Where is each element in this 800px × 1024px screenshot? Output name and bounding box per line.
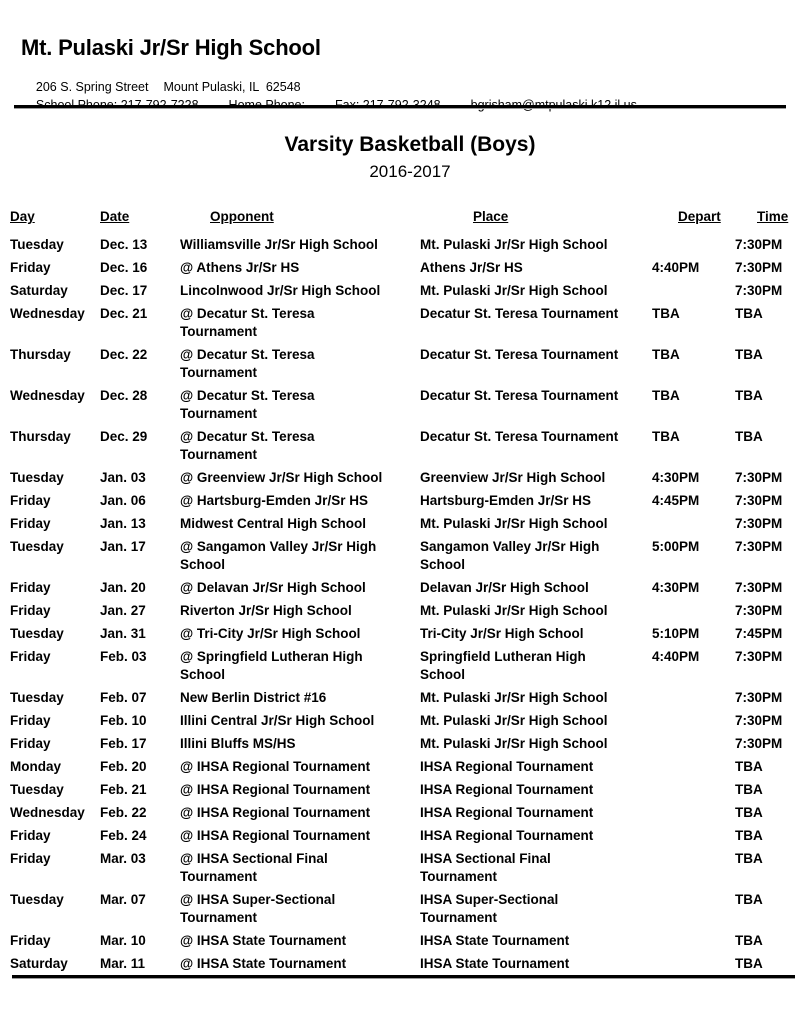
time-cell: 7:45PM — [735, 626, 783, 641]
day-cell: Wednesday — [10, 805, 85, 820]
day-cell: Wednesday — [10, 306, 85, 321]
day-cell: Thursday — [10, 429, 71, 444]
time-cell: 7:30PM — [735, 283, 783, 298]
table-row — [10, 648, 796, 684]
table-row — [10, 387, 796, 423]
time-cell: TBA — [735, 851, 763, 866]
opponent-cell: Lincolnwood Jr/Sr High School — [180, 283, 381, 298]
date-cell: Feb. 20 — [100, 759, 147, 774]
time-cell: 7:30PM — [735, 736, 783, 751]
time-cell: 7:30PM — [735, 539, 783, 554]
opponent-cell: @ IHSA Regional Tournament — [180, 782, 371, 797]
day-cell: Friday — [10, 516, 51, 531]
date-cell: Jan. 03 — [100, 470, 146, 485]
opponent-cell: @ IHSA Regional Tournament — [180, 805, 371, 820]
place-cell: IHSA Super-Sectional Tournament — [420, 892, 559, 925]
depart-cell: 4:40PM — [652, 649, 700, 664]
place-cell: Delavan Jr/Sr High School — [420, 580, 589, 595]
date-cell: Dec. 28 — [100, 388, 148, 403]
opponent-cell: New Berlin District #16 — [180, 690, 327, 705]
time-cell: TBA — [735, 805, 763, 820]
day-cell: Saturday — [10, 956, 68, 971]
date-cell: Mar. 11 — [100, 956, 146, 971]
day-cell: Tuesday — [10, 690, 64, 705]
table-header-row — [10, 208, 796, 226]
time-cell: TBA — [735, 388, 763, 403]
place-cell: IHSA Regional Tournament — [420, 759, 594, 774]
place-cell: Decatur St. Teresa Tournament — [420, 429, 619, 444]
date-cell: Dec. 22 — [100, 347, 148, 362]
date-cell: Dec. 29 — [100, 429, 148, 444]
table-row — [10, 259, 796, 277]
depart-cell — [652, 955, 735, 973]
opponent-cell: Williamsville Jr/Sr High School — [180, 237, 378, 252]
day-cell: Tuesday — [10, 539, 64, 554]
depart-cell — [652, 804, 735, 822]
table-row — [10, 712, 796, 730]
depart-cell: 4:40PM — [652, 260, 700, 275]
table-row — [10, 492, 796, 510]
opponent-cell: @ Greenview Jr/Sr High School — [180, 470, 383, 485]
date-cell: Mar. 10 — [100, 933, 146, 948]
date-cell: Jan. 27 — [100, 603, 146, 618]
date-cell: Mar. 07 — [100, 892, 146, 907]
place-cell: Decatur St. Teresa Tournament — [420, 306, 619, 321]
table-row — [10, 758, 796, 776]
depart-cell — [652, 781, 735, 799]
time-cell: 7:30PM — [735, 649, 783, 664]
depart-cell — [652, 712, 735, 730]
day-cell: Tuesday — [10, 470, 64, 485]
opponent-cell: @ Hartsburg-Emden Jr/Sr HS — [180, 493, 368, 508]
date-cell: Jan. 20 — [100, 580, 146, 595]
table-row — [10, 602, 796, 620]
header-divider-rule — [14, 105, 786, 108]
column-header-place: Place — [473, 209, 509, 224]
table-row — [10, 625, 796, 643]
place-cell: IHSA Regional Tournament — [420, 805, 594, 820]
depart-cell — [652, 515, 735, 533]
opponent-cell: @ IHSA Regional Tournament — [180, 759, 371, 774]
depart-cell — [652, 850, 735, 886]
time-cell: 7:30PM — [735, 260, 783, 275]
day-cell: Tuesday — [10, 626, 64, 641]
footer-divider-rule — [12, 975, 795, 978]
table-row — [10, 781, 796, 799]
depart-cell — [652, 758, 735, 776]
table-row — [10, 282, 796, 300]
date-cell: Feb. 21 — [100, 782, 147, 797]
depart-cell: 5:10PM — [652, 626, 700, 641]
day-cell: Friday — [10, 713, 51, 728]
time-cell: TBA — [735, 782, 763, 797]
time-cell: 7:30PM — [735, 580, 783, 595]
depart-cell: 4:30PM — [652, 580, 700, 595]
time-cell: TBA — [735, 306, 763, 321]
depart-cell — [652, 689, 735, 707]
day-cell: Thursday — [10, 347, 71, 362]
day-cell: Saturday — [10, 283, 68, 298]
column-header-time: Time — [757, 209, 789, 224]
depart-cell — [652, 602, 735, 620]
place-cell: Mt. Pulaski Jr/Sr High School — [420, 690, 608, 705]
table-row — [10, 932, 796, 950]
date-cell: Feb. 10 — [100, 713, 147, 728]
date-cell: Feb. 07 — [100, 690, 147, 705]
date-cell: Jan. 17 — [100, 539, 146, 554]
depart-cell — [652, 827, 735, 845]
table-row — [10, 735, 796, 753]
day-cell: Tuesday — [10, 237, 64, 252]
opponent-cell: @ IHSA State Tournament — [180, 956, 347, 971]
place-cell: Mt. Pulaski Jr/Sr High School — [420, 736, 608, 751]
table-row — [10, 804, 796, 822]
place-cell: IHSA Regional Tournament — [420, 782, 594, 797]
opponent-cell: @ Springfield Lutheran High School — [180, 649, 363, 682]
day-cell: Tuesday — [10, 892, 64, 907]
place-cell: IHSA State Tournament — [420, 956, 570, 971]
time-cell: TBA — [735, 347, 763, 362]
depart-cell: 4:30PM — [652, 470, 700, 485]
date-cell: Mar. 03 — [100, 851, 146, 866]
date-cell: Dec. 13 — [100, 237, 148, 252]
day-cell: Friday — [10, 933, 51, 948]
depart-cell: 4:45PM — [652, 493, 700, 508]
time-cell: 7:30PM — [735, 470, 783, 485]
day-cell: Friday — [10, 649, 51, 664]
address-city: Mount Pulaski, IL 62548 — [163, 80, 301, 94]
table-row — [10, 689, 796, 707]
opponent-cell: Midwest Central High School — [180, 516, 367, 531]
column-header-depart: Depart — [678, 209, 721, 224]
date-cell: Jan. 31 — [100, 626, 146, 641]
place-cell: Athens Jr/Sr HS — [420, 260, 523, 275]
day-cell: Friday — [10, 580, 51, 595]
place-cell: Tri-City Jr/Sr High School — [420, 626, 584, 641]
date-cell: Dec. 21 — [100, 306, 148, 321]
school-name: Mt. Pulaski Jr/Sr High School — [21, 35, 321, 60]
table-row — [10, 827, 796, 845]
date-cell: Feb. 03 — [100, 649, 147, 664]
opponent-cell: @ Decatur St. Teresa Tournament — [180, 306, 315, 339]
time-cell: 7:30PM — [735, 690, 783, 705]
day-cell: Tuesday — [10, 782, 64, 797]
date-cell: Jan. 06 — [100, 493, 146, 508]
column-header-date: Date — [100, 209, 130, 224]
day-cell: Friday — [10, 603, 51, 618]
time-cell: TBA — [735, 892, 763, 907]
time-cell: TBA — [735, 828, 763, 843]
time-cell: TBA — [735, 933, 763, 948]
day-cell: Friday — [10, 493, 51, 508]
date-cell: Feb. 17 — [100, 736, 147, 751]
depart-cell — [652, 932, 735, 950]
opponent-cell: Illini Central Jr/Sr High School — [180, 713, 375, 728]
day-cell: Friday — [10, 736, 51, 751]
place-cell: Decatur St. Teresa Tournament — [420, 347, 619, 362]
opponent-cell: @ IHSA Regional Tournament — [180, 828, 371, 843]
page-title: Varsity Basketball (Boys) — [284, 133, 536, 156]
column-header-day: Day — [10, 209, 35, 224]
depart-cell: TBA — [652, 388, 680, 403]
column-header-opponent: Opponent — [210, 209, 274, 224]
depart-cell — [652, 891, 735, 927]
day-cell: Friday — [10, 851, 51, 866]
opponent-cell: @ Sangamon Valley Jr/Sr High School — [180, 539, 377, 572]
opponent-cell: Riverton Jr/Sr High School — [180, 603, 352, 618]
date-cell: Dec. 16 — [100, 260, 148, 275]
table-row — [10, 850, 796, 886]
opponent-cell: @ Delavan Jr/Sr High School — [180, 580, 366, 595]
season-subtitle: 2016-2017 — [369, 162, 451, 181]
time-cell: TBA — [735, 956, 763, 971]
time-cell: 7:30PM — [735, 516, 783, 531]
depart-cell: TBA — [652, 429, 680, 444]
place-cell: Mt. Pulaski Jr/Sr High School — [420, 283, 608, 298]
place-cell: IHSA Sectional Final Tournament — [420, 851, 551, 884]
time-cell: 7:30PM — [735, 493, 783, 508]
opponent-cell: @ IHSA State Tournament — [180, 933, 347, 948]
place-cell: Sangamon Valley Jr/Sr High School — [420, 539, 600, 572]
place-cell: Mt. Pulaski Jr/Sr High School — [420, 713, 608, 728]
time-cell: TBA — [735, 429, 763, 444]
table-row — [10, 579, 796, 597]
place-cell: IHSA State Tournament — [420, 933, 570, 948]
opponent-cell: Illini Bluffs MS/HS — [180, 736, 296, 751]
opponent-cell: @ Tri-City Jr/Sr High School — [180, 626, 361, 641]
depart-cell: 5:00PM — [652, 539, 700, 554]
date-cell: Feb. 22 — [100, 805, 147, 820]
day-cell: Friday — [10, 828, 51, 843]
place-cell: Hartsburg-Emden Jr/Sr HS — [420, 493, 592, 508]
address-street: 206 S. Spring Street — [35, 80, 149, 94]
table-row — [10, 891, 796, 927]
opponent-cell: @ IHSA Sectional Final Tournament — [180, 851, 328, 884]
depart-cell: TBA — [652, 306, 680, 321]
time-cell: TBA — [735, 759, 763, 774]
depart-cell: TBA — [652, 347, 680, 362]
place-cell: Springfield Lutheran High School — [420, 649, 586, 682]
table-row — [10, 305, 796, 341]
place-cell: Greenview Jr/Sr High School — [420, 470, 606, 485]
date-cell: Dec. 17 — [100, 283, 148, 298]
place-cell: Mt. Pulaski Jr/Sr High School — [420, 603, 608, 618]
table-row — [10, 346, 796, 382]
opponent-cell: @ Athens Jr/Sr HS — [180, 260, 300, 275]
title-block — [20, 132, 800, 182]
day-cell: Wednesday — [10, 388, 85, 403]
depart-cell — [652, 282, 735, 300]
day-cell: Monday — [10, 759, 62, 774]
opponent-cell: @ IHSA Super-Sectional Tournament — [180, 892, 336, 925]
opponent-cell: @ Decatur St. Teresa Tournament — [180, 388, 315, 421]
date-cell: Feb. 24 — [100, 828, 147, 843]
place-cell: Decatur St. Teresa Tournament — [420, 388, 619, 403]
time-cell: 7:30PM — [735, 237, 783, 252]
opponent-cell: @ Decatur St. Teresa Tournament — [180, 347, 315, 380]
depart-cell — [652, 236, 735, 254]
table-row — [10, 428, 796, 464]
place-cell: Mt. Pulaski Jr/Sr High School — [420, 237, 608, 252]
table-row — [10, 538, 796, 574]
time-cell: 7:30PM — [735, 713, 783, 728]
opponent-cell: @ Decatur St. Teresa Tournament — [180, 429, 315, 462]
place-cell: IHSA Regional Tournament — [420, 828, 594, 843]
day-cell: Friday — [10, 260, 51, 275]
date-cell: Jan. 13 — [100, 516, 146, 531]
table-body — [10, 236, 796, 973]
table-row — [10, 236, 796, 254]
table-row — [10, 469, 796, 487]
table-row — [10, 515, 796, 533]
schedule-table — [10, 208, 796, 978]
time-cell: 7:30PM — [735, 603, 783, 618]
table-row — [10, 955, 796, 973]
depart-cell — [652, 735, 735, 753]
place-cell: Mt. Pulaski Jr/Sr High School — [420, 516, 608, 531]
